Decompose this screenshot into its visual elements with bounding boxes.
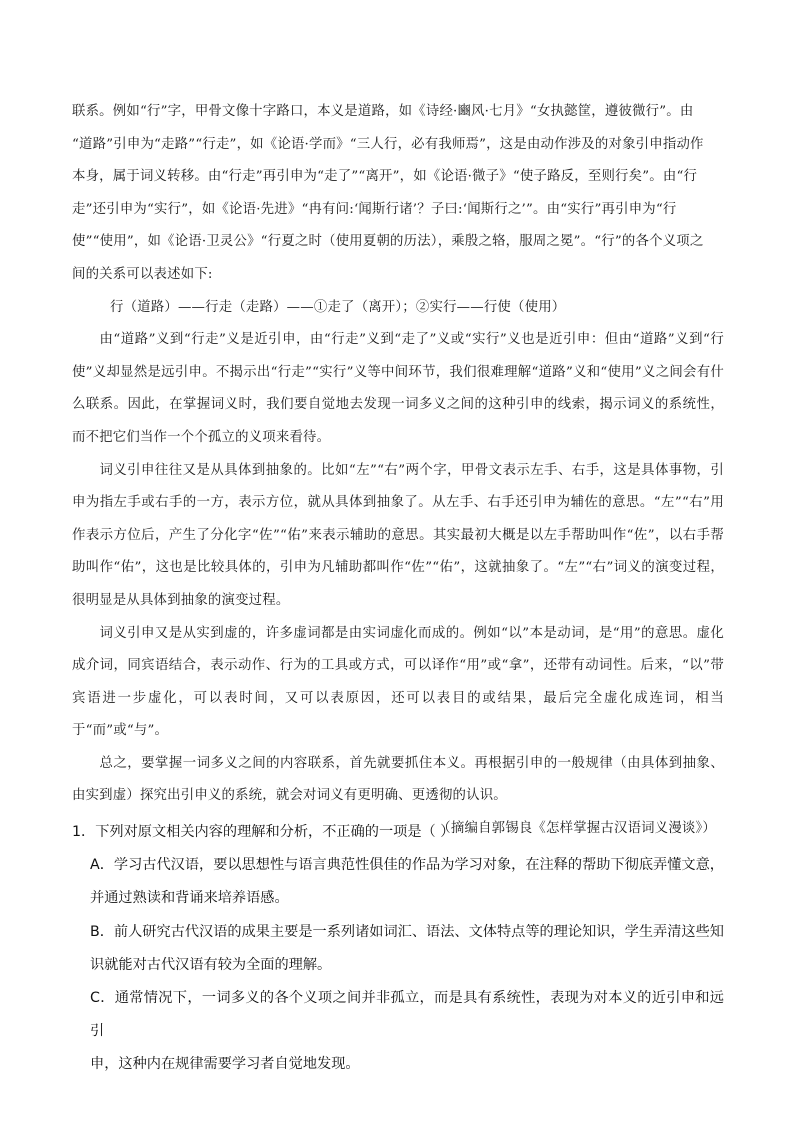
source-citation: （摘编自郭锡良《怎样掌握古汉语词义漫谈》） bbox=[437, 821, 716, 837]
option-b-continued: 识就能对古代汉语有较为全面的理解。 bbox=[90, 956, 332, 973]
paragraph-near-far-extension: 由“道路”义到“行走”义是近引申，由“行走”义到“走了”义或“实行”义也是近引申：但由“道路”义到“行使”义却显然是远引申。不揭示出“行走”“实行”义等中间环节，我们很难理解“道路”义和“使用”义之间会有什么联系。因此，在掌握词义时，我们要自觉地去发现一词多义之间的这种引申的线索，揭示词义的系统性，而不把它们当作一个个孤立的义项来看待。 bbox=[72, 332, 724, 445]
question-stem: 1．下列对原文相关内容的理解和分析，不正确的一项是（ ） bbox=[72, 824, 455, 840]
option-c[interactable]: C．通常情况下，一词多义的各个义项之间并非孤立，而是具有系统性，表现为对本义的近引申和远引 bbox=[90, 990, 724, 1040]
passage-line: 本身，属于词义转移。由“行走”再引申为“走了”“离开”，如《论语·微子》“使子路反，至则行矣”。由“行 bbox=[72, 169, 698, 185]
option-b[interactable]: B．前人研究古代汉语的成果主要是一系列诸如词汇、语法、文体特点等的理论知识，学生弄清这些知 bbox=[90, 923, 724, 940]
passage-line: 走”还引申为“实行”，如《论语·先进》“冉有问:‘闻斯行诸’？子曰:‘闻斯行之’”。由“实行”再引申为“行 bbox=[72, 201, 677, 217]
option-c-continued: 申，这种内在规律需要学习者自觉地发现。 bbox=[90, 1056, 360, 1073]
reading-passage bbox=[72, 96, 724, 846]
option-a[interactable]: A．学习古代汉语，要以思想性与语言典范性俱佳的作品为学习对象，在注释的帮助下彻底弄懂文意， bbox=[90, 857, 724, 874]
passage-line: 间的关系可以表述如下: bbox=[72, 266, 213, 282]
paragraph-summary: 总之，要掌握一词多义之间的内容联系，首先就要抓住本义。再根据引申的一般规律（由具体到抽象、由实到虚）探究出引申义的系统，就会对词义有更明确、更透彻的认识。 bbox=[72, 755, 724, 804]
passage-line: 使”“使用”，如《论语·卫灵公》“行夏之时（使用夏朝的历法），乘殷之辂，服周之冕”。“行”的各个义项之 bbox=[72, 234, 704, 250]
passage-line: 联系。例如“行”字，甲骨文像十字路口，本义是道路，如《诗经·豳风·七月》“女执懿筐，遵彼微行”。由 bbox=[72, 104, 694, 119]
passage-line: “道路”引申为“走路”“行走”，如《论语·学而》“三人行，必有我师焉”，这是由动作涉及的对象引申指动作 bbox=[72, 136, 704, 152]
paragraph-real-to-virtual: 词义引申又是从实到虚的，许多虚词都是由实词虚化而成的。例如“以”本是动词，是“用”的意思。虚化成介词，同宾语结合，表示动作、行为的工具或方式，可以译作“用”或“拿”，还带有动词性。后来，“以”带宾语进一步虚化，可以表时间，又可以表原因，还可以表目的或结果，最后完全虚化成连词，相当于“而”或“与”。 bbox=[72, 625, 724, 739]
option-a-continued: 并通过熟读和背诵来培养语感。 bbox=[90, 890, 289, 907]
meaning-scheme: 行（道路）——行走（走路）——①走了（离开）；②实行——行使（使用） bbox=[110, 299, 566, 315]
paragraph-concrete-to-abstract: 词义引申往往又是从具体到抽象的。比如“左”“右”两个字，甲骨文表示左手、右手，这是具体事物，引申为指左手或右手的一方，表示方位，就从具体到抽象了。从左手、右手还引申为辅佐的意思。“左”“右”用作表示方位后，产生了分化字“佐”“佑”来表示辅助的意思。其实最初大概是以左手帮助叫作“佐”，以右手帮助叫作“佑”，这也是比较具体的，引申为凡辅助都叫作“佐”“佑”，这就抽象了。“左”“右”词义的演变过程，很明显是从具体到抽象的演变过程。 bbox=[72, 462, 724, 608]
question-1 bbox=[72, 816, 724, 1082]
